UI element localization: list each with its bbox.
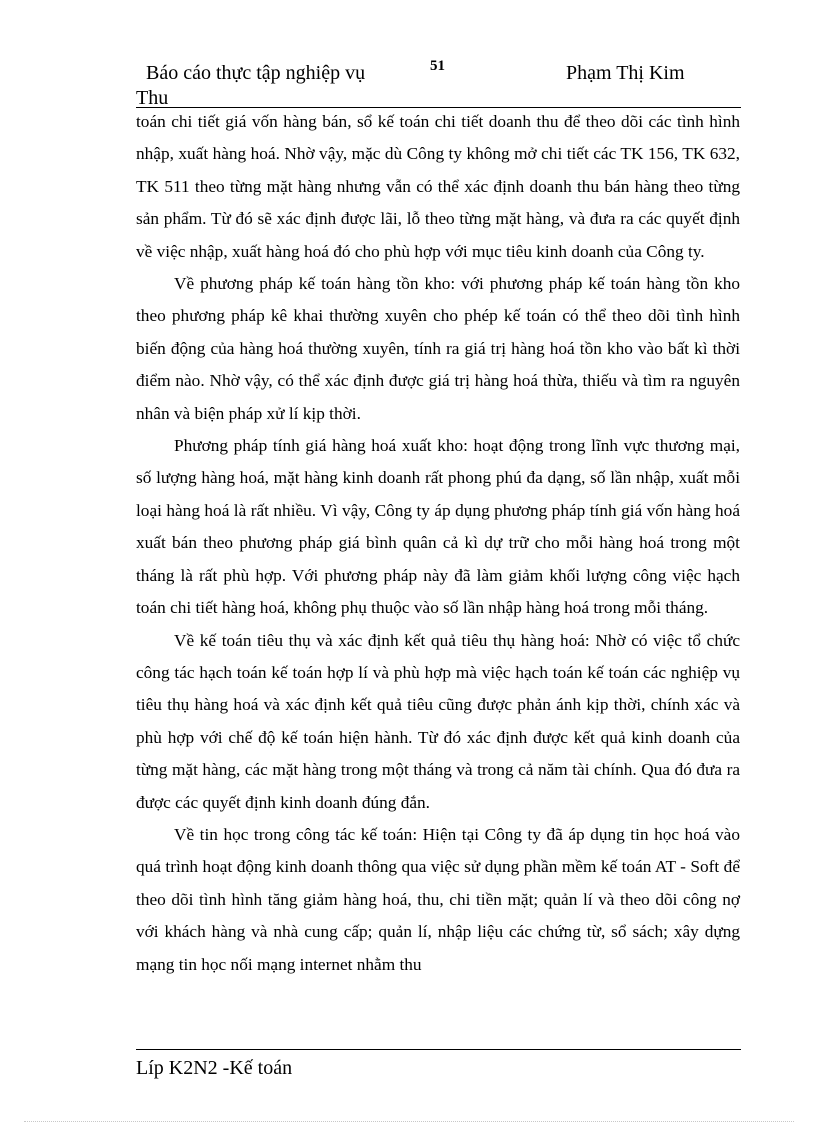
paragraph-sales-accounting: Về kế toán tiêu thụ và xác định kết quả tiêu thụ hàng hoá: Nhờ có việc tổ chức công tác hạch toán kế toán hợp lí và phù hợp mà việc hạch toán kế toán các nghiệp vụ tiêu thụ hàng hoá và xác định kết quả tiêu cũng được phản ánh kịp thời, chính xác và phù hợp với chế độ kế toán hiện hành. Từ đó xác định được kết quả kinh doanh của từng mặt hàng, các mặt hàng trong một tháng và trong cả năm tài chính. Qua đó đưa ra được các quyết định kinh doanh đúng đắn. [136, 630, 740, 812]
page-number: 51 [430, 58, 445, 74]
paragraph-inventory-method: Về phương pháp kế toán hàng tồn kho: với phương pháp kế toán hàng tồn kho theo phương pháp kê khai thường xuyên cho phép kế toán có thể theo dõi tình hình biến động của hàng hoá thường xuyên, tính ra giá trị hàng hoá tồn kho vào bất kì thời điểm nào. Nhờ vậy, có thể xác định được giá trị hàng hoá thừa, thiếu và tìm ra nguyên nhân và biện pháp xử lí kịp thời. [136, 274, 740, 423]
author-name: Phạm Thị Kim [566, 62, 685, 84]
paragraph-costing-method: Phương pháp tính giá hàng hoá xuất kho: hoạt động trong lĩnh vực thương mại, số lượng hàng hoá, mặt hàng kinh doanh rất phong phú đa dạng, số lần nhập, xuất mỗi loại hàng hoá là rất nhiều. Vì vậy, Công ty áp dụng phương pháp tính giá vốn hàng hoá xuất bán theo phương pháp giá bình quân cả kì dự trữ cho mỗi hàng hoá trong một tháng là rất phù hợp. Với phương pháp này đã làm giảm khối lượng công việc hạch toán chi tiết hàng hoá, không phụ thuộc vào số lần nhập hàng hoá trong mỗi tháng. [136, 436, 740, 618]
footer-divider [136, 1049, 741, 1050]
body-content [136, 106, 740, 981]
paragraph-continuation: toán chi tiết giá vốn hàng bán, sổ kế toán chi tiết doanh thu để theo dõi các tình hình nhập, xuất hàng hoá. Nhờ vậy, mặc dù Công ty không mở chi tiết các TK 156, TK 632, TK 511 theo từng mặt hàng nhưng vẫn có thể xác định doanh thu bán hàng theo từng sản phẩm. Từ đó sẽ xác định được lãi, lỗ theo từng mặt hàng, và đưa ra các quyết định về việc nhập, xuất hàng hoá đó cho phù hợp với mục tiêu kinh doanh của Công ty. [136, 112, 740, 261]
author-name-continuation: Thu [136, 87, 169, 109]
paragraph-it-in-accounting: Về tin học trong công tác kế toán: Hiện tại Công ty đã áp dụng tin học hoá vào quá trình hoạt động kinh doanh thông qua việc sử dụng phần mềm kế toán AT - Soft để theo dõi tình hình tăng giảm hàng hoá, thu, chi tiền mặt; quản lí và theo dõi công nợ với khách hàng và nhà cung cấp; quản lí, nhập liệu các chứng từ, sổ sách; xây dựng mạng tin học nối mạng internet nhằm thu [136, 824, 740, 974]
footer-class-label: Líp K2N2 -Kế toán [136, 1057, 293, 1079]
report-title: Báo cáo thực tập nghiệp vụ [146, 62, 366, 84]
page-bottom-border [24, 1121, 794, 1122]
